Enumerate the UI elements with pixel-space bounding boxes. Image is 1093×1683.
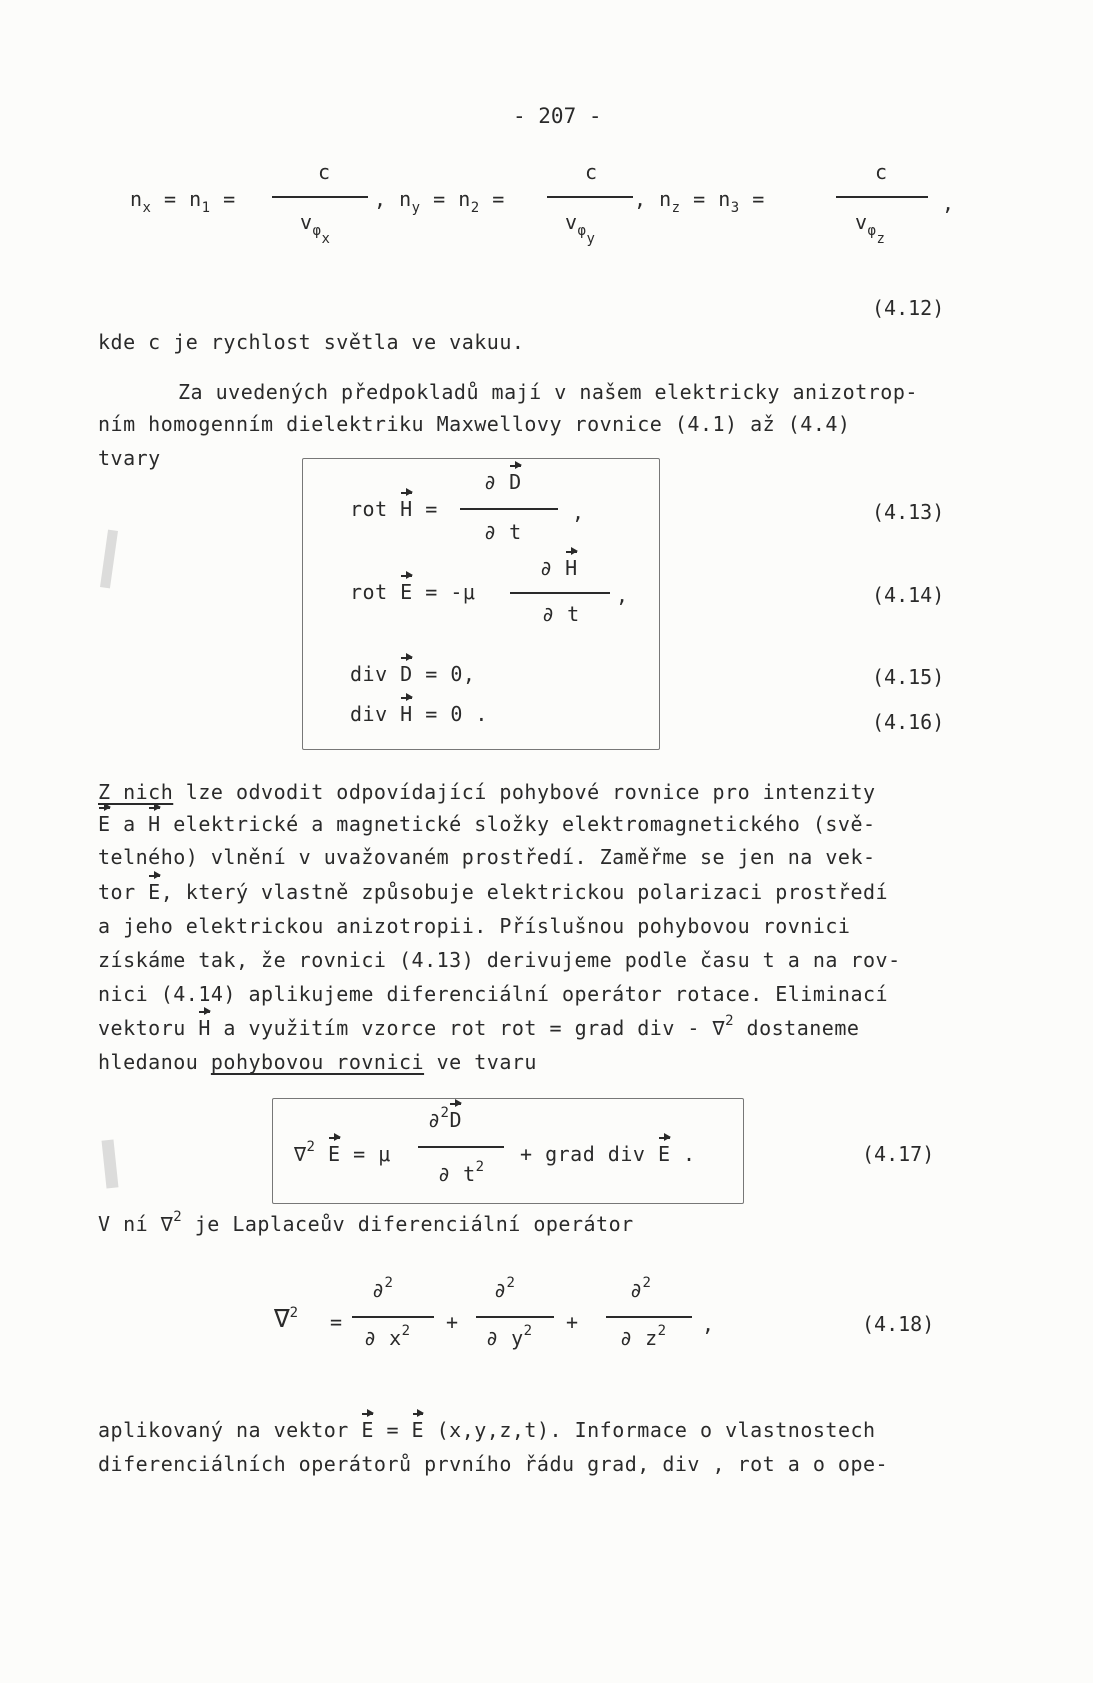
text-p4-line1: aplikovaný na vektor E = E (x,y,z,t). Informace o vlastnostech [98, 1418, 876, 1442]
pencil-mark [102, 1140, 119, 1189]
eq418-fracline1 [352, 1316, 434, 1318]
eq418-n3: ∂$^2$ [630, 1275, 652, 1302]
eq413-trail: , [572, 500, 585, 524]
text-p2-line9: hledanou pohybovou rovnici ve tvaru [98, 1050, 537, 1074]
eq413-lhs: rot H = [350, 497, 438, 521]
eq412-num3: c [875, 160, 888, 184]
eq417-den: ∂ $t^2$ [438, 1159, 485, 1186]
text-p2-line3: telného) vlnění v uvažovaném prostředí. Zaměřme se jen na vek- [98, 845, 876, 869]
text-p2-line5: a jeho elektrickou anizotropii. Příslušnou pohybovou rovnici [98, 914, 851, 938]
eq418-fracline3 [606, 1316, 692, 1318]
eq414-number: (4.14) [872, 583, 945, 607]
eq414-fracline [510, 592, 610, 594]
eq412-lhs: $n_x = n_1$ = [130, 187, 236, 216]
text-p4-line2: diferenciálních operátorů prvního řádu grad, div , rot a o ope- [98, 1452, 889, 1476]
text-p3: V ní ∇$^2$ je Laplaceův diferenciální operátor [98, 1209, 634, 1236]
eq417-rhs: + grad div E . [520, 1142, 696, 1166]
eq412-fracline2 [547, 196, 633, 198]
pencil-mark [100, 530, 118, 589]
eq412-fracline3 [836, 196, 928, 198]
eq414-den: ∂ t [542, 602, 580, 626]
eq418-number: (4.18) [862, 1312, 935, 1336]
eq413-fracline [460, 508, 558, 510]
text-kde: kde c je rychlost světla ve vakuu. [98, 330, 525, 354]
eq412-number: (4.12) [872, 296, 945, 320]
eq412-right: , $n_z = n_3$ = [634, 187, 765, 216]
text-p2-line8: vektoru H a využitím vzorce rot rot = grad div - ∇$^2$ dostaneme [98, 1013, 860, 1040]
eq418-n1: ∂$^2$ [372, 1275, 394, 1302]
eq415-number: (4.15) [872, 665, 945, 689]
eq417-number: (4.17) [862, 1142, 935, 1166]
eq417-lhs: ∇$^2$ E = μ [294, 1139, 391, 1166]
eq418-d2: ∂ $y^2$ [486, 1323, 533, 1350]
eq412-den3: $v_{\varphi z}$ [855, 210, 886, 247]
eq418-lhs: ∇$^2$ [274, 1304, 299, 1334]
eq415-lhs: div D = 0, [350, 662, 476, 686]
eq416-lhs: div H = 0 . [350, 702, 488, 726]
eq418-plus2: + [566, 1310, 579, 1334]
eq412-num1: c [318, 160, 331, 184]
eq412-trail: , [942, 191, 955, 215]
eq414-trail: , [616, 583, 629, 607]
text-p1-line3: tvary [98, 446, 161, 470]
eq416-number: (4.16) [872, 710, 945, 734]
eq418-n2: ∂$^2$ [494, 1275, 516, 1302]
eq414-lhs: rot E = -μ [350, 580, 476, 604]
text-p1-line1: Za uvedených předpokladů mají v našem elektricky anizotrop- [178, 380, 918, 404]
eq412-mid: , $n_y = n_2$ = [374, 187, 505, 216]
eq418-eq: = [330, 1310, 343, 1334]
text-p2-line4: tor E, který vlastně způsobuje elektrickou polarizaci prostředí [98, 880, 889, 904]
text-p2-line6: získáme tak, že rovnici (4.13) derivujeme podle času t a na rov- [98, 948, 901, 972]
text-p1-line2: ním homogenním dielektriku Maxwellovy rovnice (4.1) až (4.4) [98, 412, 851, 436]
eq413-number: (4.13) [872, 500, 945, 524]
eq418-fracline2 [476, 1316, 554, 1318]
eq413-num: ∂ D [484, 470, 522, 494]
eq418-d1: ∂ $x^2$ [364, 1323, 411, 1350]
eq412-num2: c [585, 160, 598, 184]
eq412-den1: $v_{\varphi x}$ [300, 210, 331, 247]
text-p2-line2: E a H elektrické a magnetické složky elektromagnetického (svě- [98, 812, 876, 836]
text-p2-line7: nici (4.14) aplikujeme diferenciální operátor rotace. Eliminací [98, 982, 889, 1006]
eq413-den: ∂ t [484, 520, 522, 544]
eq412-fracline1 [272, 196, 368, 198]
eq412-den2: $v_{\varphi y}$ [565, 210, 596, 247]
eq418-d3: ∂ $z^2$ [620, 1323, 667, 1350]
eq417-num: ∂$^2$D [428, 1105, 463, 1132]
eq418-trail: , [702, 1312, 715, 1336]
text-p2-line1: Z nich lze odvodit odpovídající pohybové rovnice pro intenzity [98, 780, 876, 804]
eq418-plus1: + [446, 1310, 459, 1334]
page-number: - 207 - [513, 104, 602, 128]
eq414-num: ∂ H [540, 556, 578, 580]
eq417-fracline [418, 1146, 504, 1148]
